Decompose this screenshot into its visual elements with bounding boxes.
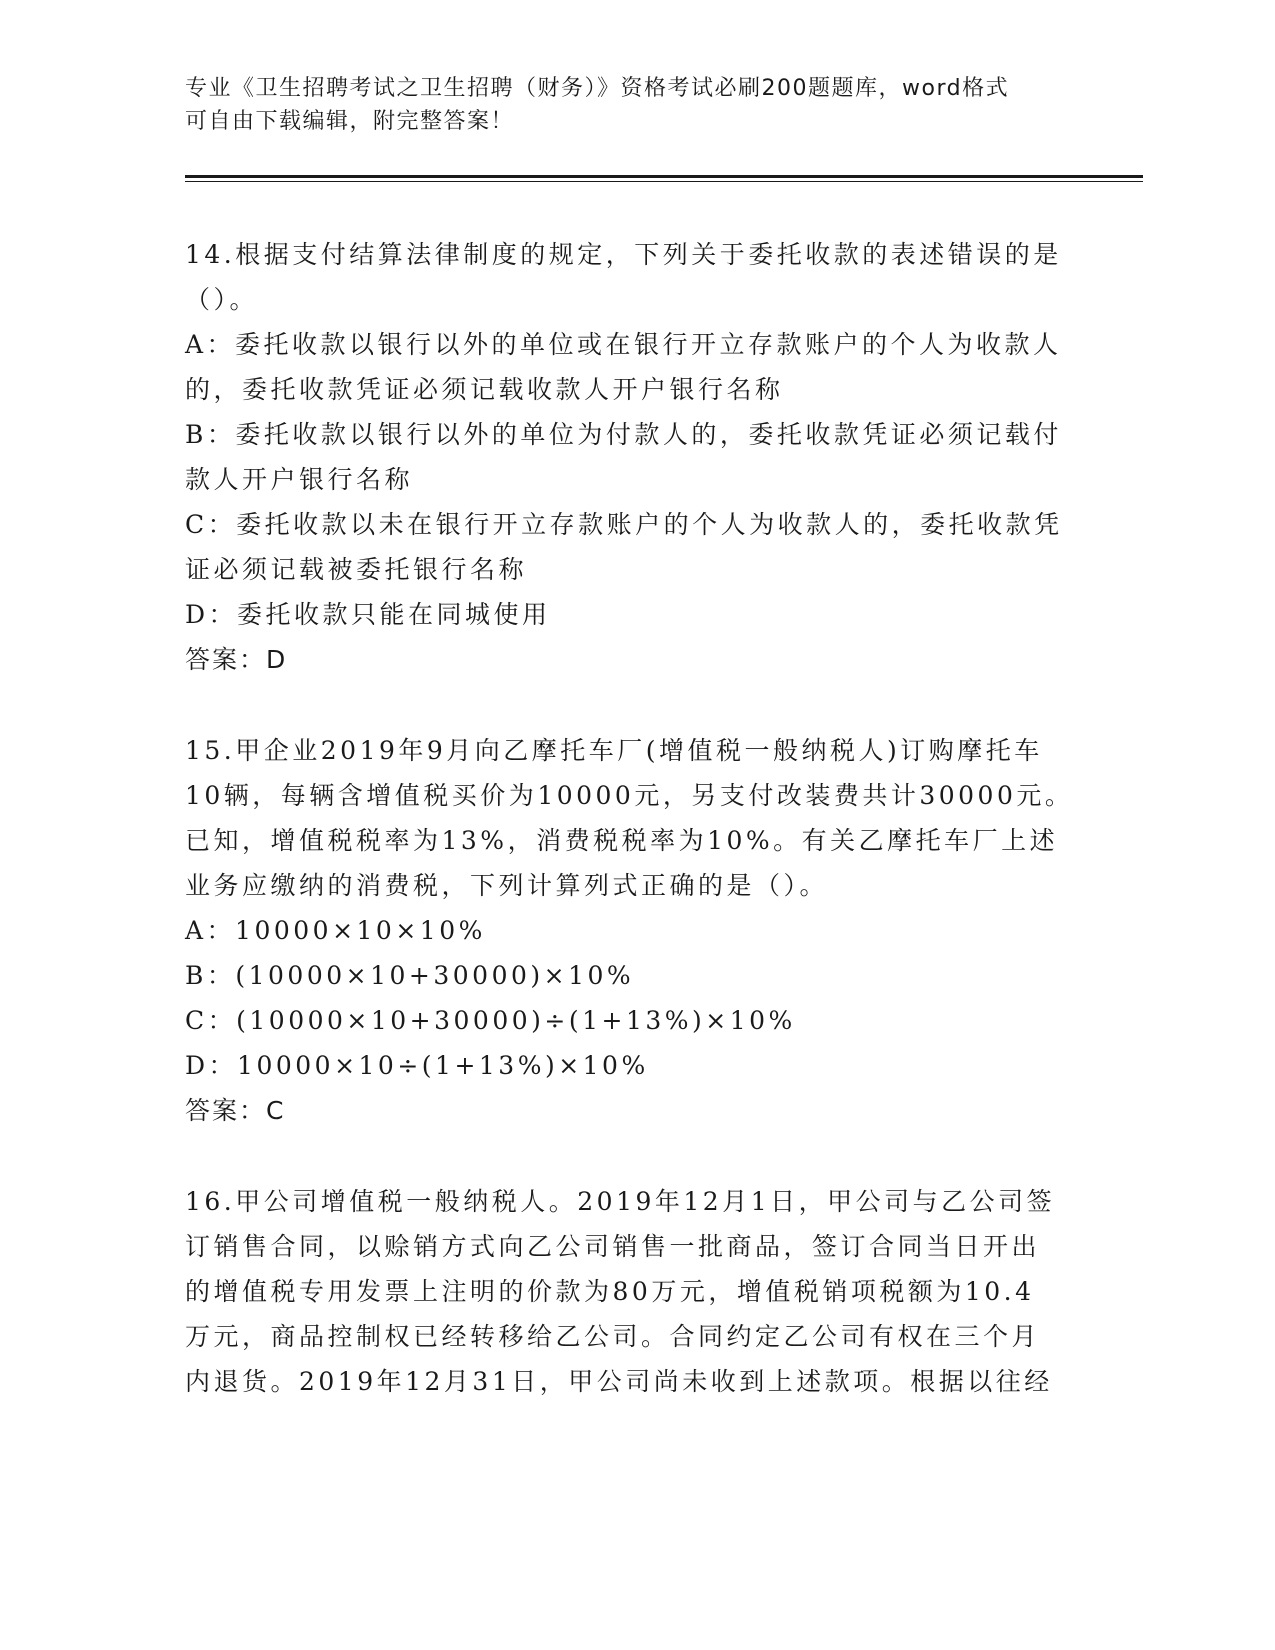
- header-divider-thick: [185, 175, 1143, 178]
- question-16: [185, 1179, 1065, 1404]
- question-15: [185, 728, 1074, 1133]
- document-header: [185, 72, 1065, 138]
- question-text-line: 10辆，每辆含增值税买价为10000元，另支付改装费共计30000元。: [185, 781, 1074, 810]
- question-14: [185, 232, 1065, 682]
- question-text-line: 已知，增值税税率为13%，消费税税率为10%。有关乙摩托车厂上述: [185, 826, 1059, 855]
- question-text-line: 业务应缴纳的消费税，下列计算列式正确的是（）。: [185, 871, 829, 900]
- option-d-line: D：10000×10÷(1+13%)×10%: [185, 1051, 649, 1080]
- question-text-line: 16.甲公司增值税一般纳税人。2019年12月1日，甲公司与乙公司签: [185, 1187, 1056, 1216]
- question-text-line: 内退货。2019年12月31日，甲公司尚未收到上述款项。根据以往经: [185, 1367, 1053, 1396]
- question-text-line: 15.甲企业2019年9月向乙摩托车厂(增值税一般纳税人)订购摩托车: [185, 736, 1043, 765]
- question-text-line: 14.根据支付结算法律制度的规定，下列关于委托收款的表述错误的是: [185, 240, 1062, 269]
- option-b-line: B：(10000×10+30000)×10%: [185, 961, 635, 990]
- option-a-line: A：委托收款以银行以外的单位或在银行开立存款账户的个人为收款人: [185, 330, 1062, 359]
- answer-line: 答案：C: [185, 1096, 286, 1125]
- question-text-line: 订销售合同，以赊销方式向乙公司销售一批商品，签订合同当日开出: [185, 1232, 1041, 1261]
- question-text-line: （）。: [185, 285, 259, 314]
- option-b-line: 款人开户银行名称: [185, 465, 414, 494]
- header-title-line-2: 可自由下载编辑，附完整答案！: [185, 109, 515, 134]
- option-a-line: 的，委托收款凭证必须记载收款人开户银行名称: [185, 375, 784, 404]
- option-c-line: C：委托收款以未在银行开立存款账户的个人为收款人的，委托收款凭: [185, 510, 1063, 539]
- header-title-line-1: 专业《卫生招聘考试之卫生招聘（财务）》资格考试必刷200题题库，word格式: [185, 76, 1010, 101]
- questions-body: [185, 232, 1074, 1450]
- option-d-line: D：委托收款只能在同城使用: [185, 600, 551, 629]
- option-c-line: C：(10000×10+30000)÷(1+13%)×10%: [185, 1006, 796, 1035]
- question-text-line: 万元，商品控制权已经转移给乙公司。合同约定乙公司有权在三个月: [185, 1322, 1041, 1351]
- option-b-line: B：委托收款以银行以外的单位为付款人的，委托收款凭证必须记载付: [185, 420, 1062, 449]
- option-a-line: A：10000×10×10%: [185, 916, 486, 945]
- answer-line: 答案：D: [185, 645, 288, 674]
- header-divider-thin: [185, 181, 1143, 182]
- option-c-line: 证必须记载被委托银行名称: [185, 555, 528, 584]
- question-text-line: 的增值税专用发票上注明的价款为80万元，增值税销项税额为10.4: [185, 1277, 1035, 1306]
